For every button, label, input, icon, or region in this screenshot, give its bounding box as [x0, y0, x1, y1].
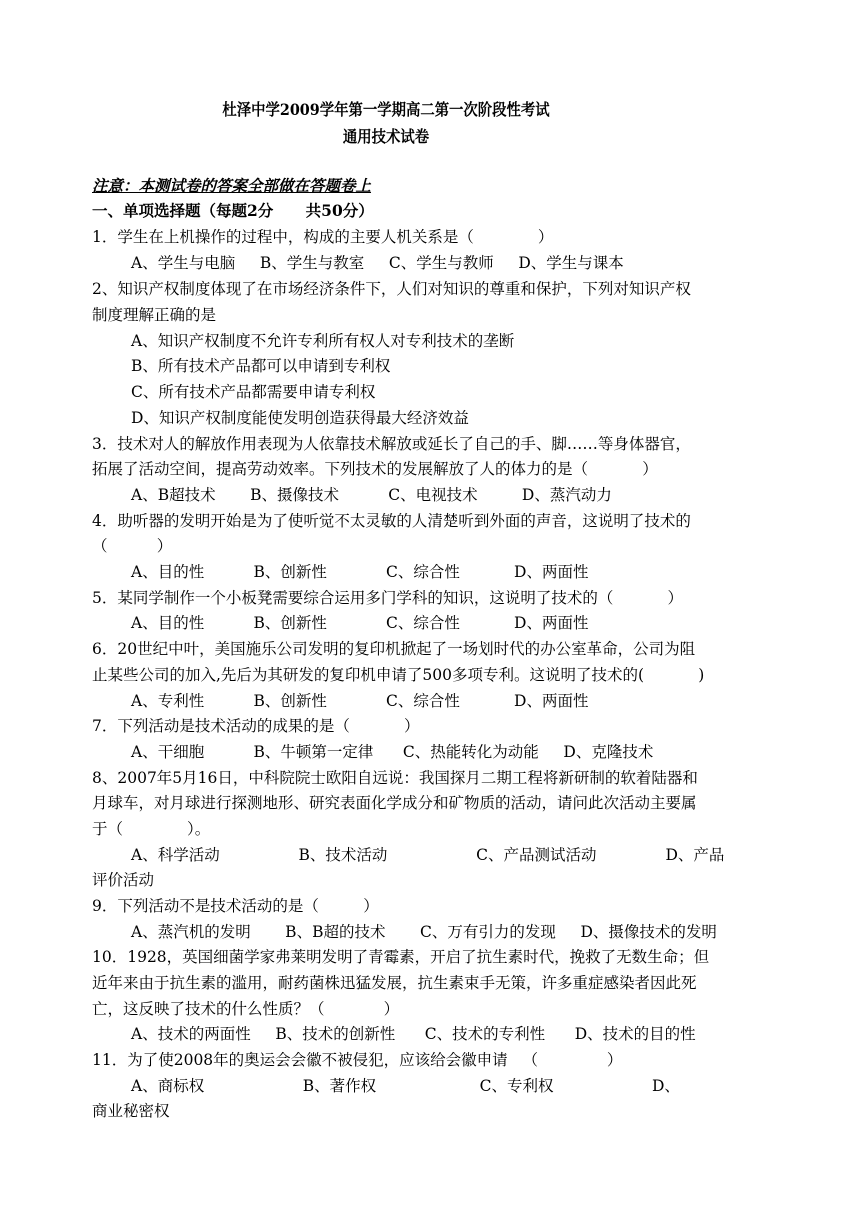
question-4-options: A、目的性 B、创新性 C、综合性 D、两面性 [131, 563, 589, 581]
question-2-stem: 2、知识产权制度体现了在市场经济条件下，人们对知识的尊重和保护，下列对知识产权 [92, 280, 691, 298]
question-1-options: A、学生与电脑 B、学生与教室 C、学生与教师 D、学生与课本 [131, 254, 624, 272]
question-9-stem: 9．下列活动不是技术活动的是（ ） [92, 897, 379, 915]
question-8-options: A、科学活动 B、技术活动 C、产品测试活动 D、产品 [131, 846, 725, 864]
question-11-options: A、商标权 B、著作权 C、专利权 D、 [131, 1077, 680, 1095]
question-2-option-b: B、所有技术产品都可以申请到专利权 [131, 357, 391, 375]
question-7-options: A、干细胞 B、牛顿第一定律 C、热能转化为动能 D、克隆技术 [131, 743, 654, 761]
question-11-options-cont: 商业秘密权 [92, 1102, 170, 1120]
page-title: 杜泽中学2009学年第一学期高二第一次阶段性考试 [222, 100, 550, 119]
question-6-stem: 6．20世纪中叶，美国施乐公司发明的复印机掀起了一场划时代的办公室革命，公司为阻 [92, 640, 696, 658]
question-2-option-d: D、知识产权制度能使发明创造获得最大经济效益 [131, 409, 469, 427]
question-2-option-a: A、知识产权制度不允许专利所有权人对专利技术的垄断 [131, 332, 515, 350]
question-8-stem: 8、2007年5月16日，中科院院士欧阳自远说：我国探月二期工程将新研制的软着陆器和 [92, 769, 698, 787]
question-11-stem: 11．为了使2008年的奥运会会徽不被侵犯，应该给会徽申请 （ ） [92, 1051, 623, 1069]
question-7-stem: 7．下列活动是技术活动的成果的是（ ） [92, 717, 420, 735]
question-8-stem-cont-2: 于（ ）。 [92, 820, 211, 838]
question-8-stem-cont: 月球车，对月球进行探测地形、研究表面化学成分和矿物质的活动，请问此次活动主要属 [92, 794, 697, 812]
section-heading: 一、单项选择题（每题2分 共50分） [92, 201, 374, 220]
question-5-options: A、目的性 B、创新性 C、综合性 D、两面性 [131, 614, 589, 632]
question-6-stem-cont: 止某些公司的加入,先后为其研发的复印机申请了500多项专利。这说明了技术的( ) [92, 666, 705, 684]
question-3-stem-cont: 拓展了活动空间，提高劳动效率。下列技术的发展解放了人的体力的是（ ） [92, 460, 658, 478]
question-3-stem: 3．技术对人的解放作用表现为人依靠技术解放或延长了自己的手、脚……等身体器官， [92, 435, 691, 453]
question-9-options: A、蒸汽机的发明 B、B超的技术 C、万有引力的发现 D、摄像技术的发明 [131, 923, 717, 941]
question-10-stem: 10．1928，英国细菌学家弗莱明发明了青霉素，开启了抗生素时代，挽救了无数生命；但 [92, 948, 710, 966]
page-subtitle: 通用技术试卷 [342, 127, 430, 146]
question-10-stem-cont: 近年来由于抗生素的滥用，耐药菌株迅猛发展，抗生素束手无策，许多重症感染者因此死 [92, 974, 697, 992]
question-2-option-c: C、所有技术产品都需要申请专利权 [131, 383, 376, 401]
question-6-options: A、专利性 B、创新性 C、综合性 D、两面性 [131, 692, 589, 710]
question-4-stem: 4．助听器的发明开始是为了使听觉不太灵敏的人清楚听到外面的声音，这说明了技术的 [92, 512, 691, 530]
question-4-stem-cont: （ ） [92, 537, 173, 555]
notice: 注意：本测试卷的答案全部做在答题卷上 [92, 176, 372, 195]
question-8-options-cont: 评价活动 [92, 871, 155, 889]
question-10-options: A、技术的两面性 B、技术的创新性 C、技术的专利性 D、技术的目的性 [131, 1025, 696, 1043]
question-1-stem: 1．学生在上机操作的过程中，构成的主要人机关系是（ ） [92, 228, 554, 246]
question-2-stem-cont: 制度理解正确的是 [92, 306, 217, 324]
question-10-stem-cont-2: 亡，这反映了技术的什么性质？（ ） [92, 1000, 400, 1018]
question-5-stem: 5．某同学制作一个小板凳需要综合运用多门学科的知识，这说明了技术的（ ） [92, 589, 684, 607]
question-3-options: A、B超技术 B、摄像技术 C、电视技术 D、蒸汽动力 [131, 486, 612, 504]
